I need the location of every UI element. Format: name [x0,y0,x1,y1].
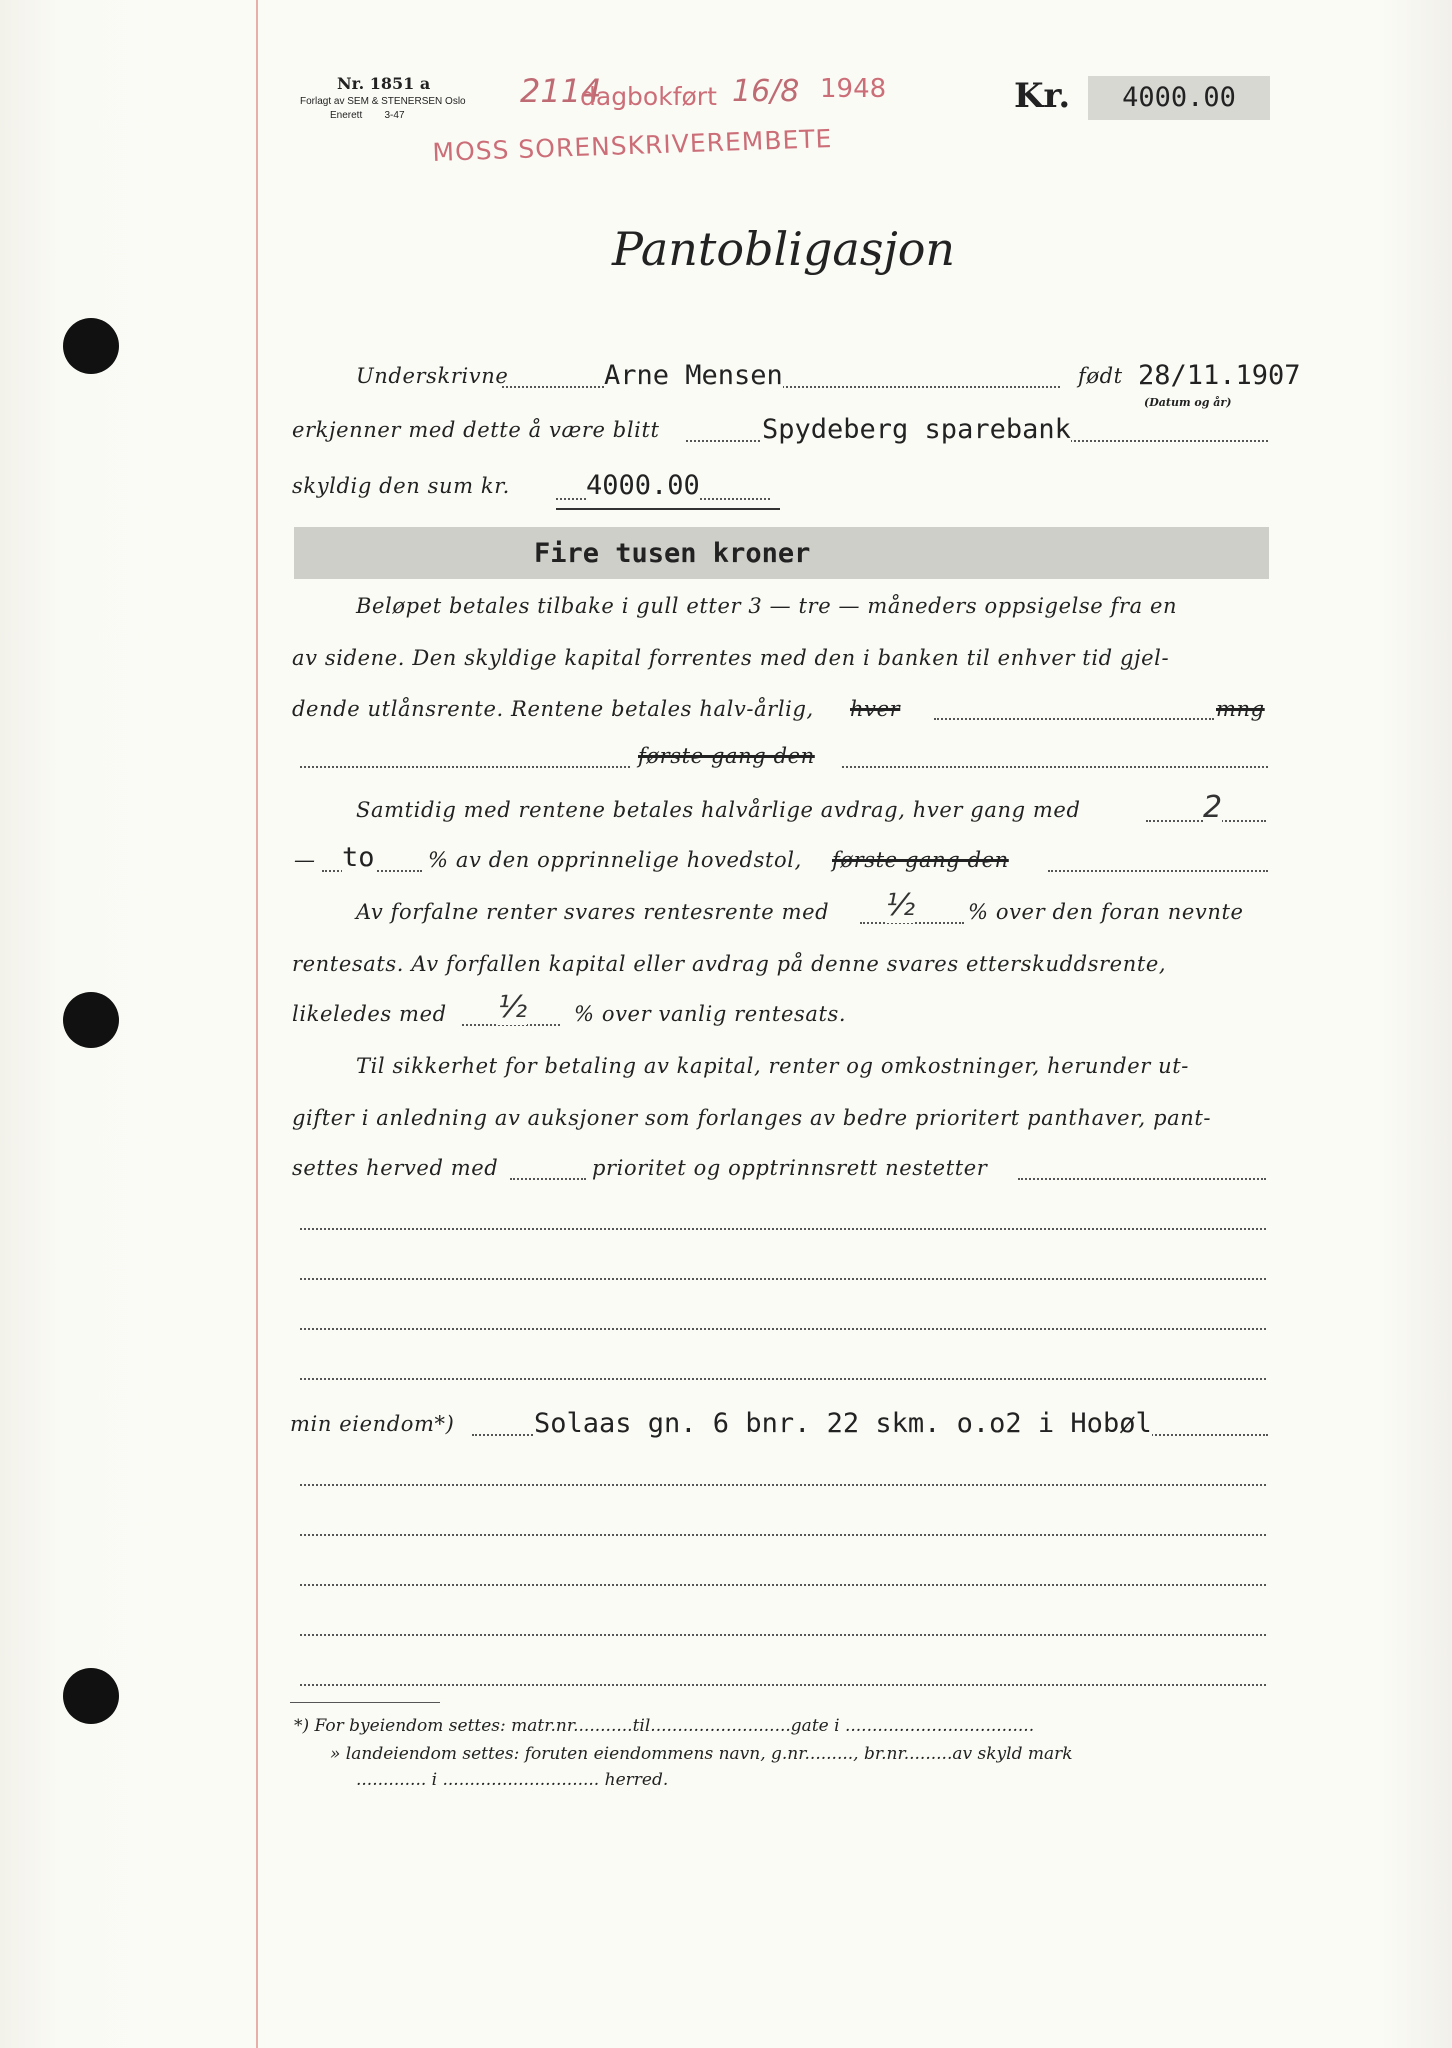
line-dots [510,1178,586,1180]
line-dots [300,766,630,768]
footnote-line: ............. i ............................. herred. [356,1770,669,1790]
line-dots [842,766,1268,768]
installment-number: 2 [1203,790,1223,825]
rentesrente-rate: ½ [886,888,916,923]
etterskudd-rate: ½ [498,990,528,1025]
blank-dotted-line [300,1484,1266,1486]
body-line: % over vanlig rentesats. [574,1002,847,1026]
footnote-line: *) For byeiendom settes: matr.nr...........til..........................gate i ................................... [294,1716,1035,1736]
body-line: prioritet og opptrinnsrett nestetter [592,1156,988,1180]
publisher-line-2: Enerett 3-47 [330,110,405,121]
journal-number: 2114 [520,72,602,110]
blank-dotted-line [300,1278,1266,1280]
eiendom-label: min eiendom*) [290,1412,455,1436]
dash: — [294,848,316,872]
struck-text: første gang den [832,848,1009,872]
body-line: likeledes med [292,1002,447,1026]
document-title: Pantobligasjon [612,222,956,276]
body-line: Av forfalne renter svares rentesrente med [356,900,830,924]
birth-date: 28/11.1907 [1138,360,1301,391]
punch-hole [63,1668,119,1724]
debtor-name: Arne Mensen [604,360,783,391]
installment-words: to [342,842,375,873]
sum-underline [556,508,780,510]
form-number: Nr. 1851 a [337,74,431,93]
kr-amount: 4000.00 [1088,76,1270,120]
body-line: av sidene. Den skyldige kapital forrentes med den i banken til enhver tid gjel- [292,646,1170,670]
body-line: Beløpet betales tilbake i gull etter 3 — tre — måneders oppsigelse fra en [356,594,1178,618]
body-line: % over den foran nevnte [968,900,1244,924]
kr-label: Kr. [1014,76,1071,116]
office-stamp: MOSS SORENSKRIVEREMBETE [432,124,833,167]
dagbokfort-stamp: dagbokført [580,82,717,111]
body-line: Til sikkerhet for betaling av kapital, renter og omkostninger, herunder ut- [356,1054,1189,1078]
creditor: Spydeberg sparebank [762,414,1071,445]
footnote-line: » landeiendom settes: foruten eiendommens navn, g.nr........., br.nr.........av skyld mark [330,1744,1073,1764]
sum-amount: 4000.00 [586,470,700,501]
line-dots [1048,870,1268,872]
erkjenner-label: erkjenner med dette å være blitt [292,418,660,442]
struck-text: første gang den [638,744,815,768]
body-line: rentesats. Av forfallen kapital eller avdrag på denne svares etterskuddsrente, [292,952,1167,976]
line-dots [934,718,1214,720]
blank-dotted-line [300,1228,1266,1230]
blank-dotted-line [300,1584,1266,1586]
skyldig-label: skyldig den sum kr. [292,474,510,498]
footnote-rule [290,1702,440,1703]
publisher-line: Forlagt av SEM & STENERSEN Oslo [300,96,466,107]
amount-words: Fire tusen kroner [534,538,811,569]
blank-dotted-line [300,1378,1266,1380]
blank-dotted-line [300,1684,1266,1686]
blank-dotted-line [300,1634,1266,1636]
journal-date: 16/8 [732,74,800,109]
body-line: gifter i anledning av auksjoner som forlanges av bedre prioritert panthaver, pant- [292,1106,1212,1130]
body-line: settes herved med [292,1156,499,1180]
property-description: Solaas gn. 6 bnr. 22 skm. o.o2 i Hobøl [534,1408,1152,1439]
underskrivne-label: Underskrivne [356,364,509,388]
blank-dotted-line [300,1328,1266,1330]
line-dots [1018,1178,1266,1180]
struck-text: mng [1216,697,1265,721]
punch-hole [63,318,119,374]
blank-dotted-line [300,1534,1266,1536]
body-line: Samtidig med rentene betales halvårlige avdrag, hver gang med [356,798,1081,822]
datum-note: (Datum og år) [1144,396,1232,409]
margin-line [256,0,258,2048]
journal-year: 1948 [820,74,887,104]
body-line: dende utlånsrente. Rentene betales halv-årlig, [292,697,814,721]
struck-text: hver [850,697,901,721]
body-line: % av den opprinnelige hovedstol, [428,848,802,872]
fodt-label: født [1078,364,1123,388]
punch-hole [63,992,119,1048]
